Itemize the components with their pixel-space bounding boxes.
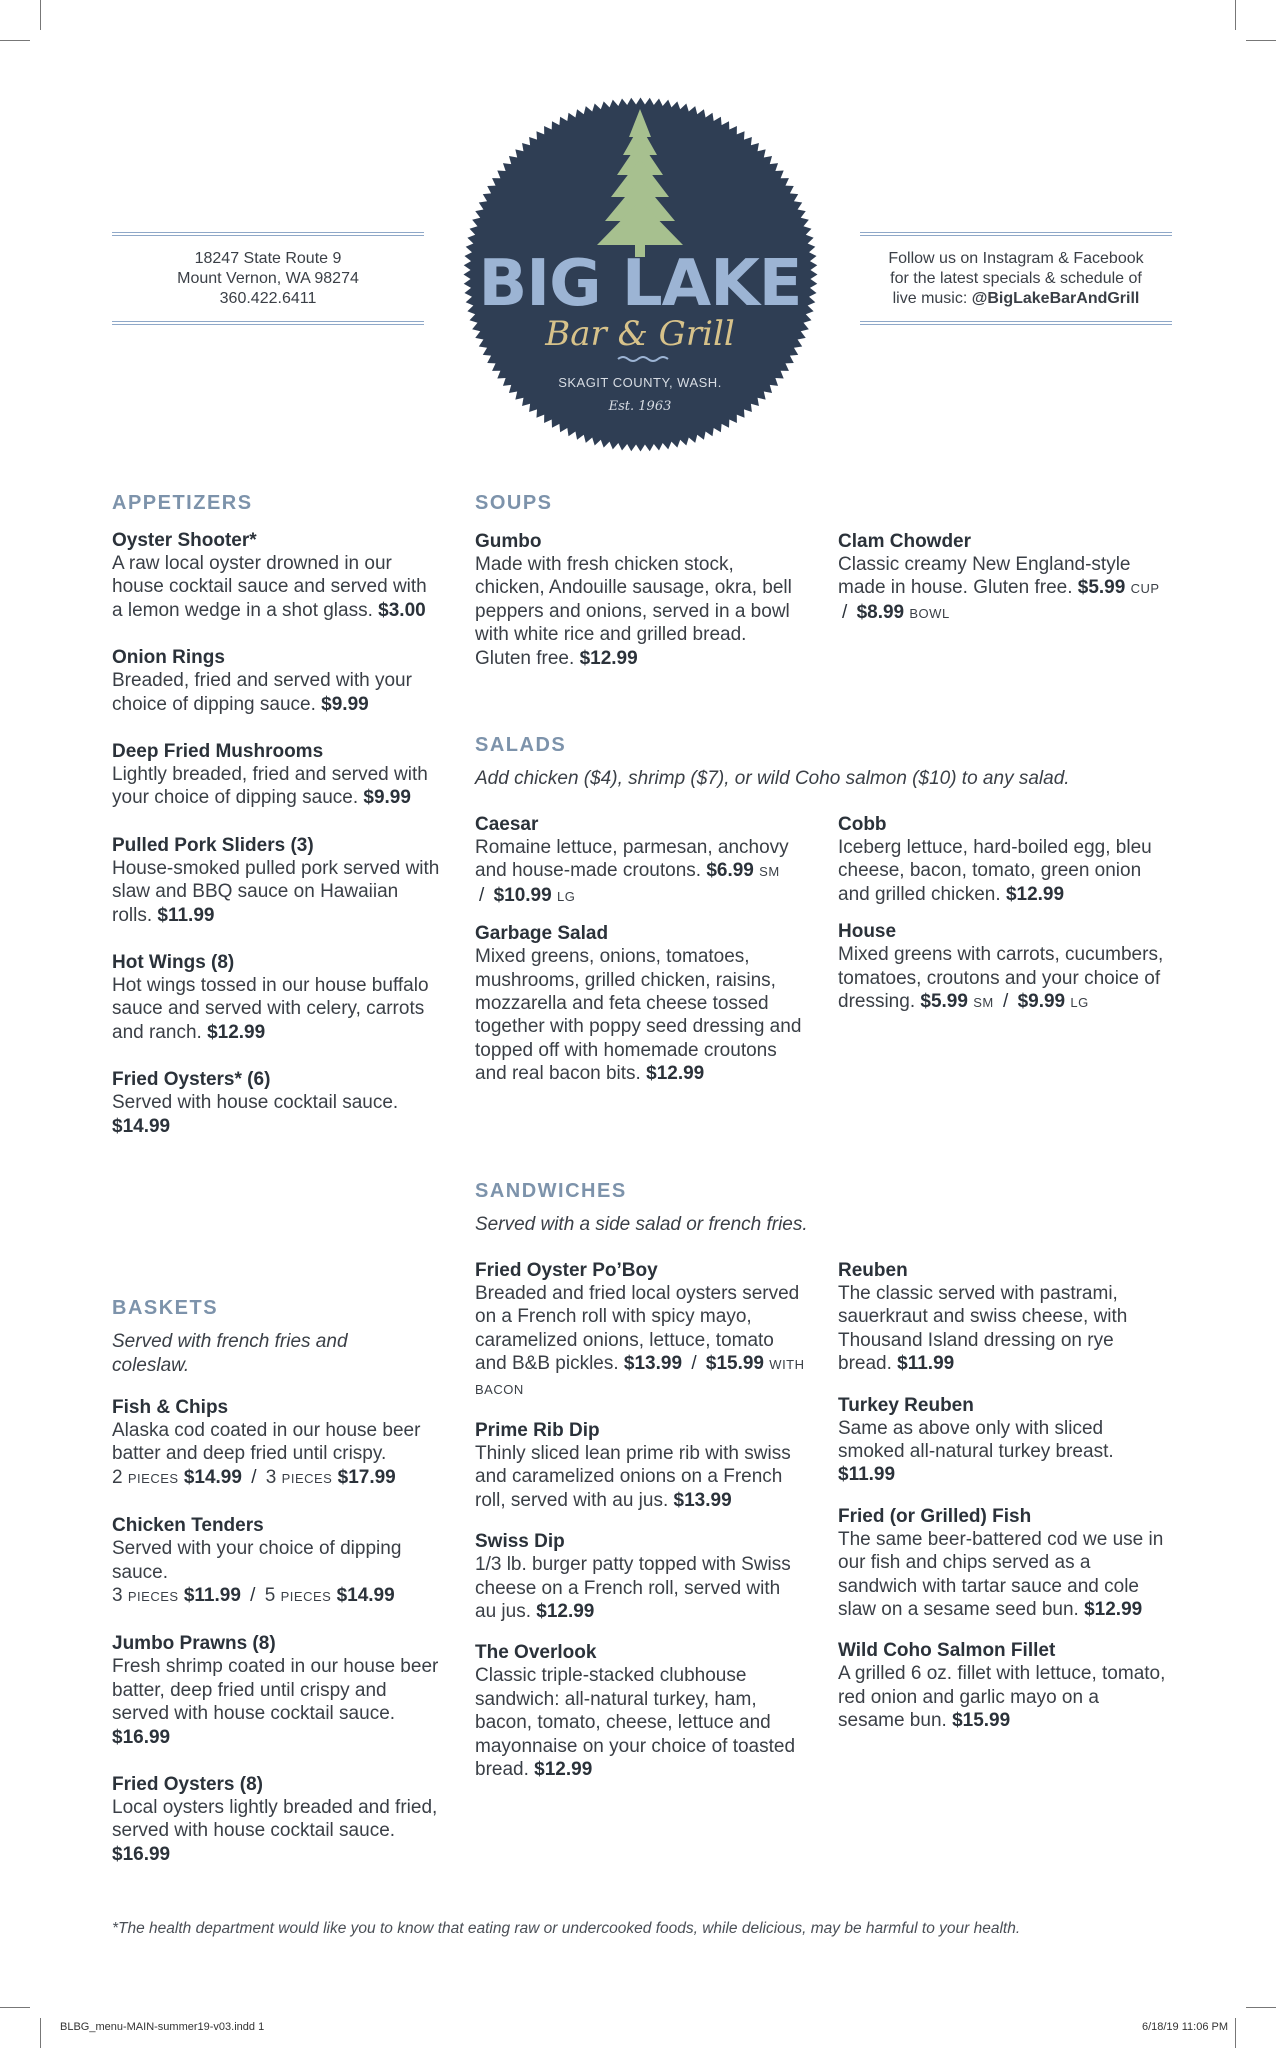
item-name: Pulled Pork Sliders (3)	[112, 834, 314, 856]
address-street: 18247 State Route 9	[194, 250, 342, 267]
crop-mark	[1235, 0, 1236, 30]
price-unit: PIECES	[127, 1589, 179, 1605]
menu-item	[112, 529, 442, 622]
item-description	[112, 1091, 442, 1138]
item-name: Garbage Salad	[475, 923, 609, 945]
item-description	[475, 1442, 805, 1512]
menu-item	[112, 951, 442, 1044]
logo-name: BIG LAKE	[478, 247, 802, 321]
item-name: Fried (or Grilled) Fish	[838, 1505, 1032, 1527]
item-price: $3.00	[378, 599, 426, 621]
item-desc-text: Romaine lettuce, parmesan, anchovy and house-made croutons.	[475, 837, 789, 882]
section-note: Served with french fries and coleslaw.	[112, 1331, 348, 1376]
item-desc-text: Alaska cod coated in our house beer batter and deep fried until crispy.	[112, 1420, 421, 1465]
menu-item	[112, 834, 442, 927]
baskets-list	[112, 1396, 442, 1866]
item-price: $8.99	[856, 601, 905, 623]
item-price: $11.99	[838, 1464, 896, 1486]
price-unit: LG	[1070, 995, 1089, 1011]
item-price: $13.99	[673, 1489, 732, 1511]
item-quantity: 5	[264, 1585, 276, 1607]
item-description	[838, 836, 1168, 906]
item-desc-text: The classic served with pastrami, sauerkraut and swiss cheese, with Thousand Island dressing on rye bread.	[838, 1283, 1128, 1375]
item-price: $12.99	[1005, 883, 1065, 905]
item-name: Cobb	[838, 814, 887, 835]
item-name: Caesar	[475, 814, 539, 835]
item-name: Turkey Reuben	[838, 1394, 974, 1416]
item-quantity: 3	[265, 1466, 277, 1488]
item-price: $12.99	[536, 1601, 595, 1623]
soups-section	[475, 492, 1175, 529]
item-desc-text: Breaded and fried local oysters served on a French roll with spicy mayo, caramelized onions, lettuce, tomato and B&B pickles.	[475, 1283, 800, 1375]
soups-list-left	[475, 530, 805, 694]
item-name: Reuben	[838, 1260, 908, 1281]
item-desc-text: Same as above only with sliced smoked all-natural turkey breast.	[838, 1417, 1114, 1463]
item-description	[475, 553, 805, 670]
item-name: Gumbo	[475, 531, 542, 552]
logo-location: SKAGIT COUNTY, WASH.	[558, 375, 722, 390]
menu-item	[838, 1505, 1168, 1622]
item-desc-text: Served with your choice of dipping sauce.	[112, 1538, 402, 1583]
item-price: $5.99	[920, 991, 968, 1013]
section-note: Served with a side salad or french fries.	[475, 1214, 808, 1235]
print-slug-date: 6/18/19 11:06 PM	[1141, 2021, 1228, 2033]
item-name: The Overlook	[475, 1642, 597, 1664]
item-name: Fried Oysters (8)	[112, 1774, 263, 1796]
item-name: Onion Rings	[112, 647, 225, 669]
price-separator: /	[842, 601, 853, 623]
item-desc-text: Mixed greens, onions, tomatoes, mushrooms, grilled chicken, raisins, mozzarella and feta cheese tossed together with poppy seed dressing and topped off with homemade croutons and real bacon bits.	[475, 946, 802, 1085]
phone-number: 360.422.6411	[219, 290, 317, 307]
item-name: House	[838, 921, 897, 943]
price-separator: /	[244, 1585, 261, 1607]
price-separator: /	[245, 1466, 262, 1488]
item-description	[475, 836, 805, 908]
item-name: Wild Coho Salmon Fillet	[838, 1640, 1056, 1662]
address-block	[112, 230, 424, 327]
menu-item	[838, 1394, 1168, 1487]
item-desc-text: Mixed greens with carrots, cucumbers, tomatoes, croutons and your choice of dressing.	[838, 944, 1164, 1013]
price-unit: WITH BACON	[475, 1357, 805, 1397]
section-note: Add chicken ($4), shrimp ($7), or wild Coho salmon ($10) to any salad.	[475, 768, 1070, 789]
price-separator: /	[686, 1353, 702, 1375]
crop-mark	[1235, 2018, 1236, 2048]
item-description	[475, 1553, 805, 1623]
item-description	[838, 943, 1168, 1014]
item-name: Deep Fried Mushrooms	[112, 741, 324, 763]
salads-list-left	[475, 813, 805, 1100]
menu-item	[838, 1259, 1168, 1376]
price-unit: SM	[973, 995, 994, 1011]
item-price: $12.99	[207, 1021, 266, 1043]
item-description	[475, 1282, 805, 1401]
item-name: Fried Oysters* (6)	[112, 1069, 271, 1091]
price-unit: PIECES	[280, 1589, 332, 1605]
appetizers-section	[112, 492, 442, 1162]
item-price: $13.99	[623, 1353, 683, 1375]
item-name: Clam Chowder	[838, 531, 972, 552]
item-desc-text: Iceberg lettuce, hard-boiled egg, bleu cheese, bacon, tomato, green onion and grilled chicken.	[838, 837, 1152, 905]
price-line	[920, 991, 1088, 1012]
menu-item	[838, 530, 1168, 625]
section-title: SANDWICHES	[475, 1180, 627, 1202]
item-price: $9.99	[363, 787, 411, 809]
section-title: SOUPS	[475, 492, 553, 514]
item-price: $14.99	[336, 1585, 395, 1607]
item-price: $12.99	[1084, 1599, 1143, 1621]
item-quantity: 3	[112, 1585, 123, 1607]
item-description	[838, 1417, 1168, 1487]
item-desc-text: A grilled 6 oz. fillet with lettuce, tomato, red onion and garlic mayo on a sesame bun.	[838, 1663, 1166, 1732]
item-description	[112, 1796, 442, 1866]
baskets-section	[112, 1297, 442, 1890]
item-desc-text: Classic creamy New England-style made in house. Gluten free.	[838, 554, 1131, 599]
menu-item	[475, 922, 805, 1085]
price-unit: CUP	[1130, 581, 1160, 597]
logo-script: Bar & Grill	[545, 314, 735, 354]
price-separator: /	[479, 884, 490, 906]
item-price: $11.99	[157, 904, 215, 926]
price-line	[112, 1466, 442, 1490]
print-slug-file: BLBG_menu-MAIN-summer19-v03.indd 1	[60, 2021, 265, 2033]
item-price: $9.99	[1017, 991, 1066, 1013]
item-name: Chicken Tenders	[112, 1515, 264, 1537]
menu-item	[112, 1773, 442, 1866]
menu-item	[838, 1639, 1168, 1732]
salads-list-right	[838, 813, 1168, 1028]
social-line: for the latest specials & schedule of	[890, 270, 1142, 287]
item-price: $9.99	[321, 693, 369, 715]
item-name: Prime Rib Dip	[475, 1420, 600, 1442]
item-price: $16.99	[112, 1726, 171, 1748]
section-title: BASKETS	[112, 1297, 219, 1319]
soups-list-right	[838, 530, 1168, 649]
item-desc-text: Thinly sliced lean prime rib with swiss and caramelized onions on a French roll, served with au jus.	[475, 1443, 791, 1511]
price-unit: BOWL	[909, 605, 950, 621]
section-title: SALADS	[475, 734, 567, 756]
item-description	[112, 763, 442, 810]
social-block	[860, 230, 1172, 327]
sandwiches-list-left	[475, 1259, 805, 1800]
salads-section	[475, 734, 1195, 809]
item-price: $12.99	[646, 1063, 705, 1085]
item-desc-text: Breaded, fried and served with your choice of dipping sauce.	[112, 670, 412, 715]
item-desc-text: Local oysters lightly breaded and fried, served with house cocktail sauce.	[112, 1797, 438, 1842]
item-description	[112, 1537, 442, 1608]
item-name: Fish & Chips	[112, 1397, 229, 1418]
logo-est: Est. 1963	[608, 399, 672, 414]
social-line: live music:	[892, 290, 972, 307]
item-description	[475, 945, 805, 1085]
item-name: Jumbo Prawns (8)	[112, 1633, 276, 1655]
item-description	[112, 552, 442, 622]
item-description	[838, 1662, 1168, 1732]
price-unit: LG	[556, 888, 576, 904]
item-desc-text: Classic triple-stacked clubhouse sandwich: all-natural turkey, ham, bacon, tomato, cheese, lettuce and mayonnaise on your choice of toasted bread.	[475, 1665, 796, 1781]
item-description	[112, 857, 442, 927]
item-price: $12.99	[534, 1759, 593, 1781]
item-price: $14.99	[183, 1466, 242, 1488]
item-description	[112, 974, 442, 1044]
social-handle: @BigLakeBarAndGrill	[971, 290, 1140, 307]
item-price: $16.99	[112, 1843, 171, 1865]
item-desc-text: Made with fresh chicken stock, chicken, Andouille sausage, okra, bell peppers and onions, served in a bowl with white rice and grilled bread. Gluten free.	[475, 554, 792, 669]
item-desc-text: Lightly breaded, fried and served with your choice of dipping sauce.	[112, 764, 428, 809]
item-desc-text: House-smoked pulled pork served with slaw and BBQ sauce on Hawaiian rolls.	[112, 857, 440, 926]
item-price: $12.99	[579, 647, 638, 669]
crop-mark	[0, 2007, 30, 2008]
section-title: APPETIZERS	[112, 492, 253, 514]
menu-item	[112, 646, 442, 716]
social-line: Follow us on Instagram & Facebook	[888, 250, 1144, 267]
item-desc-text: 1/3 lb. burger patty topped with Swiss cheese on a French roll, served with au jus.	[475, 1554, 791, 1623]
item-price: $14.99	[112, 1115, 171, 1137]
item-description	[475, 1664, 805, 1781]
crop-mark	[40, 2018, 41, 2048]
menu-item	[838, 920, 1168, 1014]
menu-item	[475, 1259, 805, 1401]
item-description	[838, 1528, 1168, 1622]
menu-item	[112, 740, 442, 810]
crop-mark	[1246, 2007, 1276, 2008]
item-price: $15.99	[952, 1710, 1011, 1732]
item-description	[112, 669, 442, 716]
item-description	[838, 553, 1168, 625]
price-unit: PIECES	[281, 1470, 333, 1486]
item-desc-text: Hot wings tossed in our house buffalo sauce and served with celery, carrots and ranch.	[112, 975, 429, 1043]
menu-item	[475, 813, 805, 908]
item-price: $17.99	[337, 1466, 396, 1488]
sandwiches-section	[475, 1180, 1195, 1255]
menu-item	[112, 1514, 442, 1608]
item-price: $5.99	[1077, 577, 1126, 599]
item-name: Hot Wings (8)	[112, 952, 235, 974]
price-line	[112, 1584, 442, 1608]
item-price: $15.99	[705, 1353, 765, 1375]
menu-item	[475, 1641, 805, 1781]
crop-mark	[1246, 40, 1276, 41]
sandwiches-list-right	[838, 1259, 1168, 1751]
menu-item	[112, 1396, 442, 1490]
item-name: Swiss Dip	[475, 1531, 565, 1553]
address-city: Mount Vernon, WA 98274	[177, 270, 359, 287]
item-name: Fried Oyster Po’Boy	[475, 1260, 658, 1281]
item-price: $11.99	[897, 1353, 955, 1375]
menu-item	[475, 1530, 805, 1623]
price-separator: /	[997, 991, 1014, 1013]
item-desc-text: A raw local oyster drowned in our house cocktail sauce and served with a lemon wedge in a shot glass.	[112, 553, 427, 621]
crop-mark	[0, 40, 30, 41]
price-unit: PIECES	[127, 1470, 179, 1486]
crop-mark	[40, 0, 41, 30]
item-price: $11.99	[183, 1585, 241, 1607]
item-price: $10.99	[493, 884, 552, 906]
health-footnote: *The health department would like you to know that eating raw or undercooked foods, while delicious, may be harmful to your health.	[112, 1920, 1021, 1937]
item-quantity: 2	[112, 1466, 123, 1488]
menu-item	[838, 813, 1168, 906]
item-desc-text: Served with house cocktail sauce.	[112, 1092, 399, 1114]
item-description	[112, 1419, 442, 1490]
big-lake-logo	[463, 97, 818, 452]
item-description	[838, 1282, 1168, 1376]
item-price: $6.99	[706, 860, 754, 882]
price-unit: SM	[759, 864, 780, 880]
item-description	[112, 1655, 442, 1749]
menu-item	[475, 1419, 805, 1512]
appetizers-list	[112, 529, 442, 1138]
menu-item	[475, 530, 805, 670]
item-name: Oyster Shooter*	[112, 530, 257, 551]
item-desc-text: The same beer-battered cod we use in our fish and chips served as a sandwich with tartar sauce and cole slaw on a sesame seed bun.	[838, 1528, 1164, 1621]
menu-item	[112, 1632, 442, 1749]
menu-item	[112, 1068, 442, 1138]
item-desc-text: Fresh shrimp coated in our house beer batter, deep fried until crispy and served with house cocktail sauce.	[112, 1656, 439, 1725]
